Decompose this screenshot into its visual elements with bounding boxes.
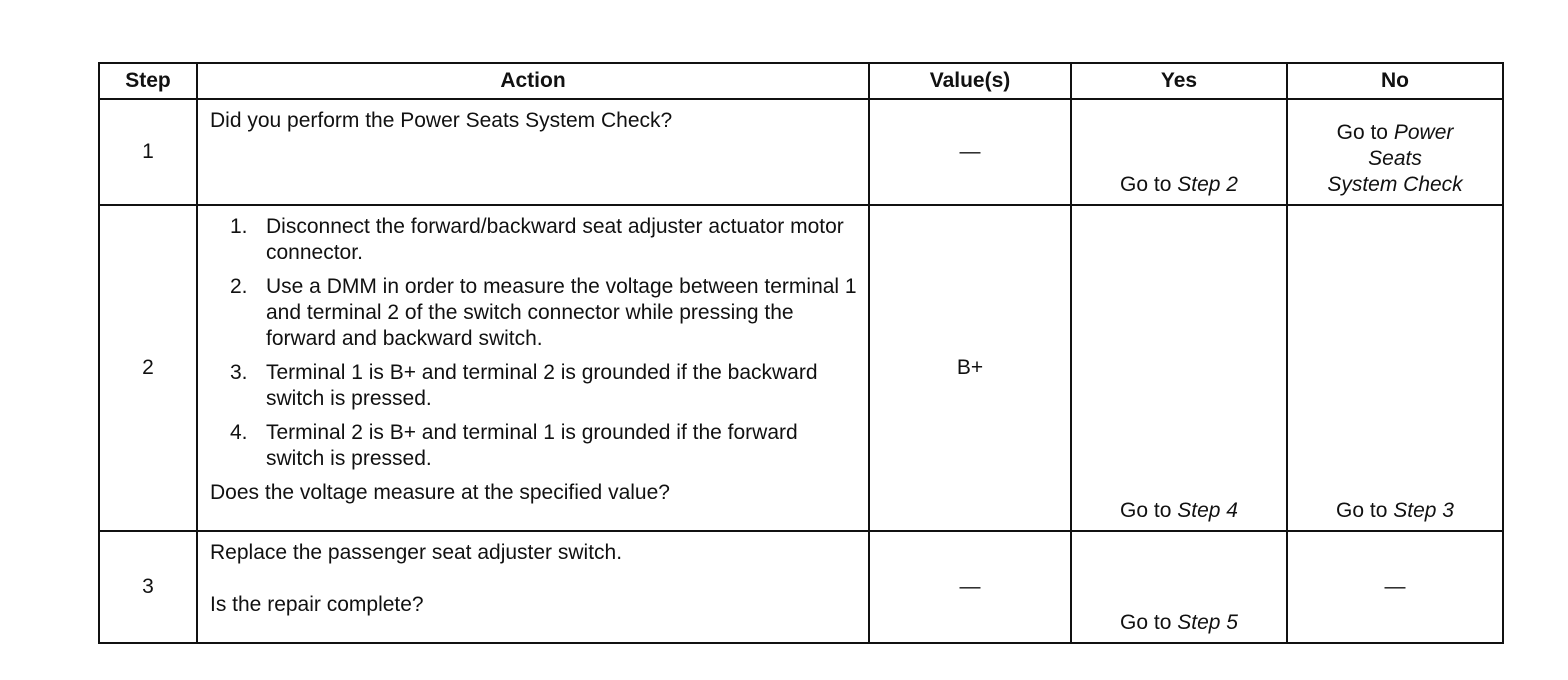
substep-number: 4.	[230, 421, 248, 444]
table-row	[99, 531, 1503, 643]
goto-prefix: Go to	[1336, 121, 1388, 144]
action-question: Did you perform the Power Seats System Check?	[210, 109, 673, 132]
header-values: Value(s)	[869, 63, 1071, 99]
yes-cell	[1071, 99, 1287, 205]
table-header-row	[99, 63, 1503, 99]
substep-item	[210, 420, 858, 472]
goto-target: Step 2	[1177, 173, 1238, 196]
no-cell	[1287, 205, 1503, 531]
substep-text: Disconnect the forward/backward seat adjuster actuator motor connector.	[266, 215, 844, 264]
goto-target: Step 5	[1177, 611, 1238, 634]
header-action: Action	[197, 63, 869, 99]
diagnostic-table	[98, 62, 1504, 644]
goto-target: System Check	[1327, 173, 1463, 196]
yes-cell	[1071, 205, 1287, 531]
action-question: Is the repair complete?	[210, 593, 424, 616]
substep-item	[210, 274, 858, 352]
action-cell	[197, 99, 869, 205]
goto-prefix: Go to	[1120, 499, 1172, 522]
substep-text: Terminal 1 is B+ and terminal 2 is grounded if the backward switch is pressed.	[266, 361, 818, 410]
action-cell	[197, 205, 869, 531]
substep-item	[210, 214, 858, 266]
header-no: No	[1287, 63, 1503, 99]
goto-prefix: Go to	[1336, 499, 1388, 522]
substep-number: 3.	[230, 361, 248, 384]
header-yes: Yes	[1071, 63, 1287, 99]
header-step: Step	[99, 63, 197, 99]
step-number: 1	[99, 99, 197, 205]
goto-target: Step 3	[1393, 499, 1454, 522]
no-cell	[1287, 99, 1503, 205]
no-cell: —	[1287, 531, 1503, 643]
action-cell	[197, 531, 869, 643]
yes-cell	[1071, 531, 1287, 643]
step-number: 3	[99, 531, 197, 643]
substep-text: Use a DMM in order to measure the voltage between terminal 1 and terminal 2 of the switch connector while pressing the forward and backward switch.	[266, 275, 857, 350]
table-row	[99, 205, 1503, 531]
goto-target: Seats	[1368, 147, 1422, 170]
action-instruction: Replace the passenger seat adjuster switch.	[210, 541, 623, 564]
step-number: 2	[99, 205, 197, 531]
goto-target: Step 4	[1177, 499, 1238, 522]
substep-list	[210, 214, 858, 472]
goto-prefix: Go to	[1120, 173, 1172, 196]
value-cell: —	[869, 531, 1071, 643]
substep-item	[210, 360, 858, 412]
table-row	[99, 99, 1503, 205]
substep-number: 2.	[230, 275, 248, 298]
substep-number: 1.	[230, 215, 248, 238]
value-cell: B+	[869, 205, 1071, 531]
value-cell: —	[869, 99, 1071, 205]
goto-target: Power	[1393, 121, 1454, 144]
goto-prefix: Go to	[1120, 611, 1172, 634]
substep-text: Terminal 2 is B+ and terminal 1 is grounded if the forward switch is pressed.	[266, 421, 798, 470]
action-question: Does the voltage measure at the specified value?	[210, 481, 670, 504]
